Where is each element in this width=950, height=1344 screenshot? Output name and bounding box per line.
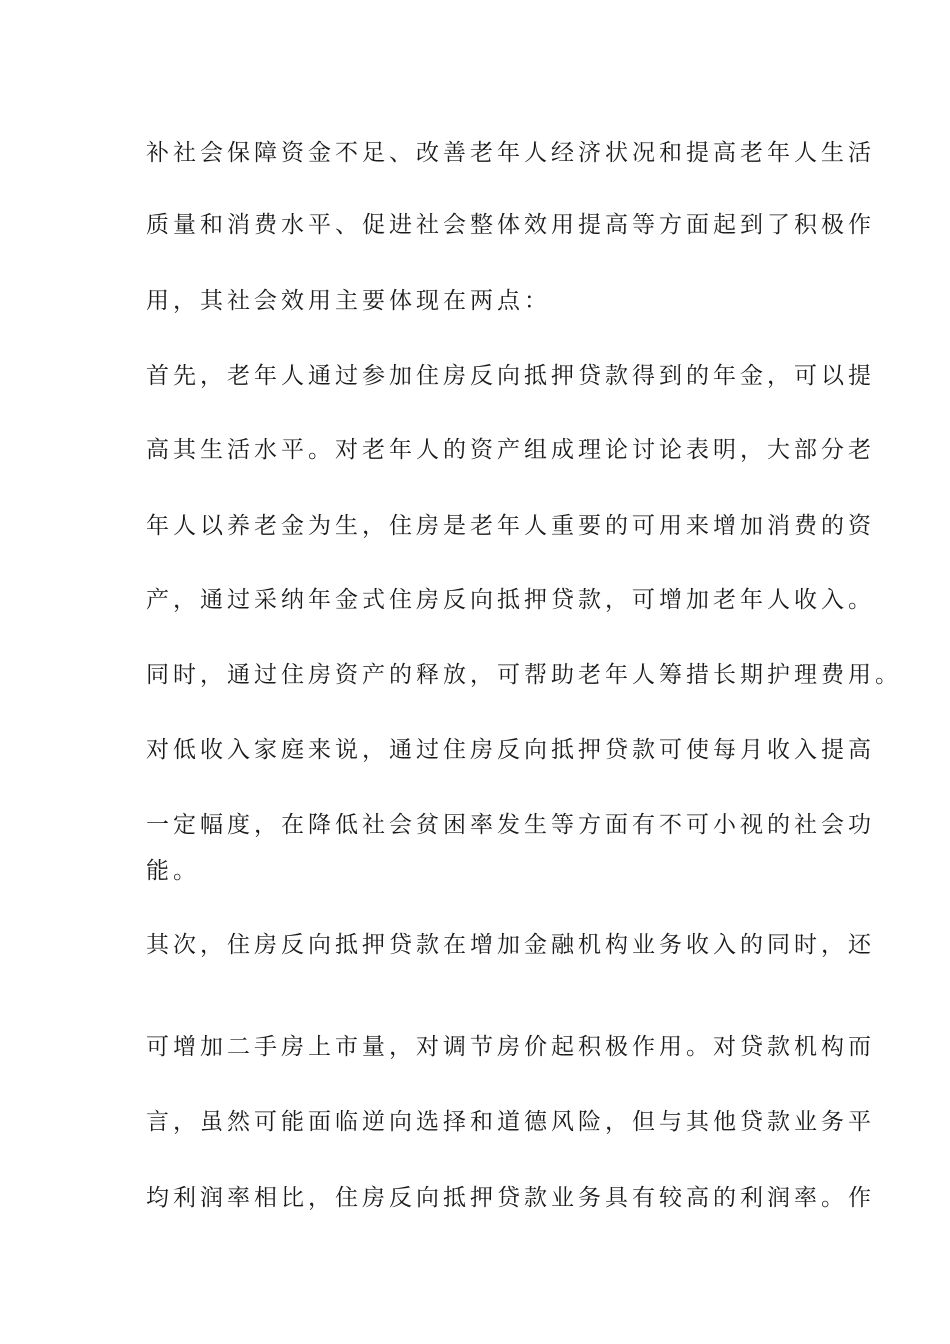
text-line-7: 产，通过采纳年金式住房反向抵押贷款，可增加老年人收入。 bbox=[146, 587, 875, 613]
text-line-11: 能。 bbox=[146, 858, 200, 884]
text-line-10: 一定幅度，在降低社会贫困率发生等方面有不可小视的社会功 bbox=[146, 812, 875, 838]
text-line-9: 对低收入家庭来说，通过住房反向抵押贷款可使每月收入提高 bbox=[146, 737, 875, 763]
text-line-3: 用，其社会效用主要体现在两点： bbox=[146, 288, 551, 314]
text-line-5: 高其生活水平。对老年人的资产组成理论讨论表明，大部分老 bbox=[146, 437, 875, 463]
text-line-15: 均利润率相比，住房反向抵押贷款业务具有较高的利润率。作 bbox=[146, 1185, 875, 1211]
text-line-13: 可增加二手房上市量，对调节房价起积极作用。对贷款机构而 bbox=[146, 1034, 875, 1060]
text-line-14: 言，虽然可能面临逆向选择和道德风险，但与其他贷款业务平 bbox=[146, 1109, 875, 1135]
text-line-1: 补社会保障资金不足、改善老年人经济状况和提高老年人生活 bbox=[146, 140, 875, 166]
text-line-6: 年人以养老金为生，住房是老年人重要的可用来增加消费的资 bbox=[146, 513, 875, 539]
text-line-12: 其次，住房反向抵押贷款在增加金融机构业务收入的同时，还 bbox=[146, 932, 875, 958]
text-line-4: 首先，老年人通过参加住房反向抵押贷款得到的年金，可以提 bbox=[146, 363, 875, 389]
text-line-2: 质量和消费水平、促进社会整体效用提高等方面起到了积极作 bbox=[146, 212, 875, 238]
text-line-8: 同时，通过住房资产的释放，可帮助老年人筹措长期护理费用。 bbox=[146, 662, 902, 688]
